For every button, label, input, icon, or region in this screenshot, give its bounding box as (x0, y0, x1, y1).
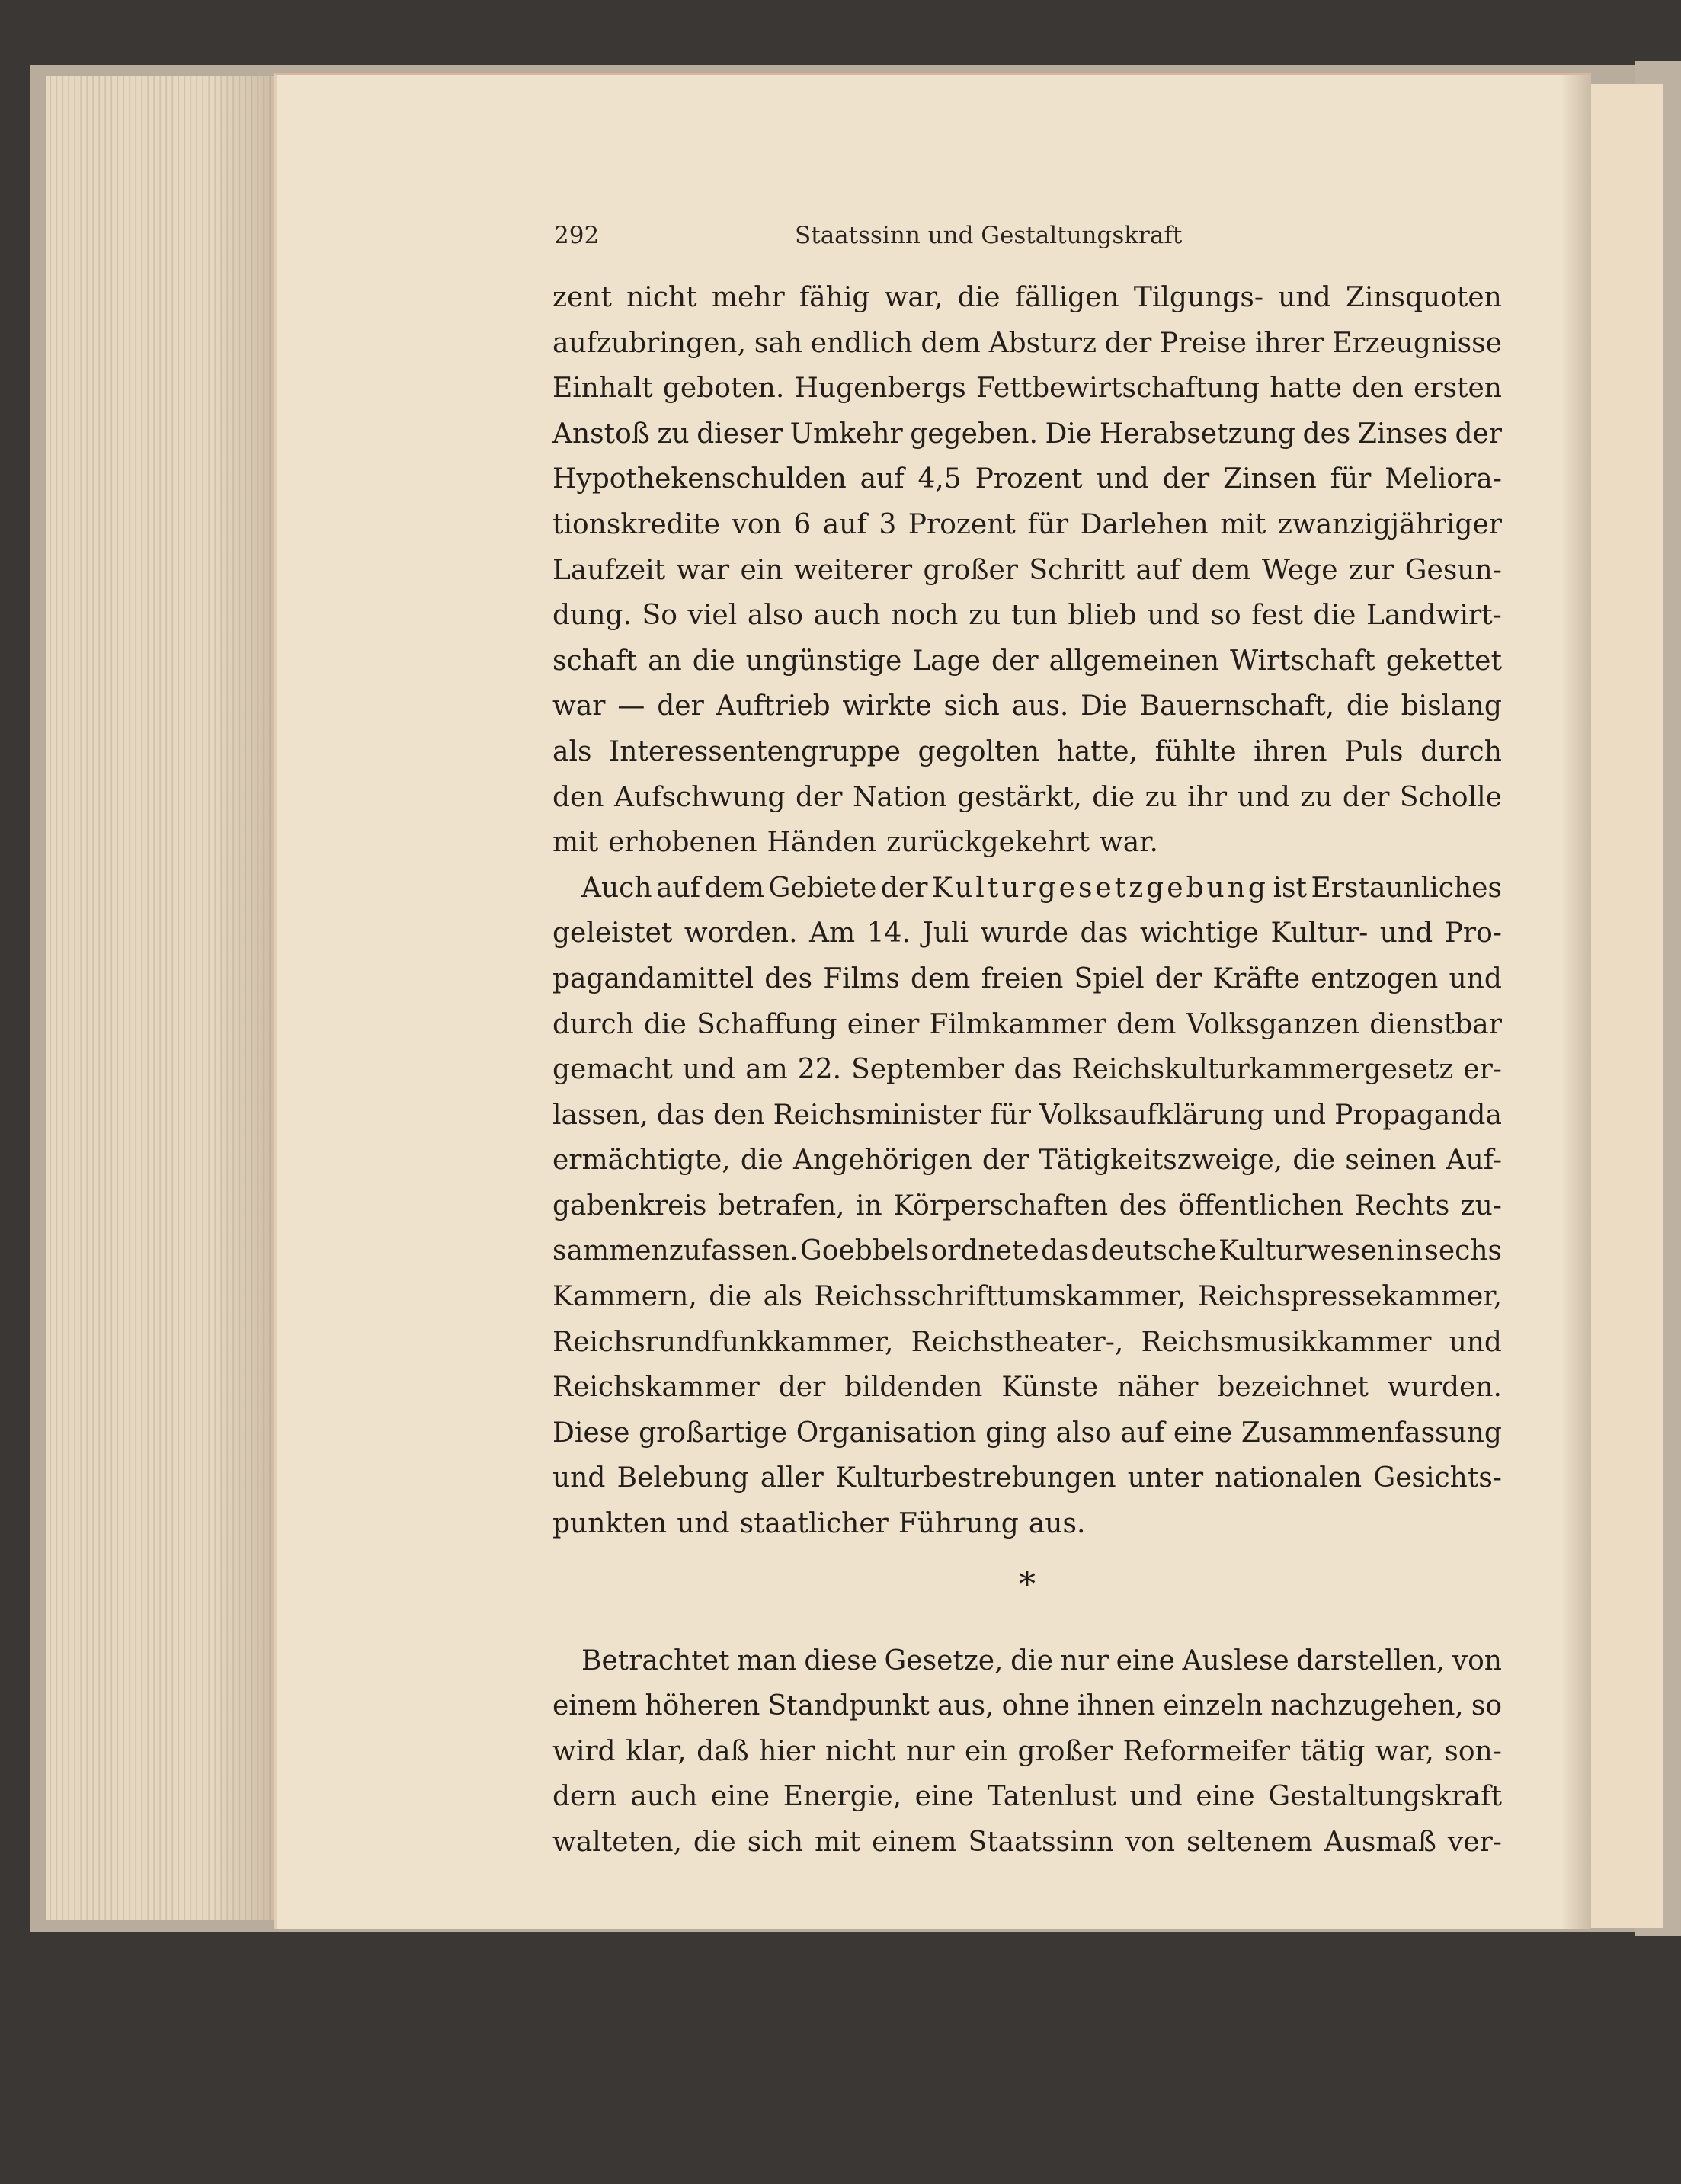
text-line: als Interessentengruppe gegolten hatte, fühlte ihren Puls durch (552, 735, 1502, 767)
text-line: einem höheren Standpunkt aus, ohne ihnen einzeln nachzugehen, so (552, 1690, 1502, 1722)
page-gutter-shadow (1561, 75, 1591, 1929)
page-edges-shadow (213, 76, 282, 1920)
text-line: durch die Schaffung einer Filmkammer dem Volksganzen dienstbar (552, 1008, 1502, 1040)
text-line: dung. So viel also auch noch zu tun blieb und so fest die Landwirt- (552, 600, 1502, 632)
text-line: geleistet worden. Am 14. Juli wurde das wichtige Kultur- und Pro- (552, 917, 1502, 949)
text-line: Reichskammer der bildenden Künste näher bezeichnet wurden. (552, 1372, 1502, 1404)
text-line: zent nicht mehr fähig war, die fälligen Tilgungs- und Zinsquoten (552, 282, 1502, 313)
text-line: mit erhobenen Händen zurückgekehrt war. (552, 827, 1158, 859)
text-line: schaft an die ungünstige Lage der allgemeinen Wirtschaft gekettet (552, 645, 1502, 677)
text-line: ermächtigte, die Angehörigen der Tätigkeitszweige, die seinen Auf- (552, 1145, 1502, 1177)
text-line: punkten und staatlicher Führung aus. (552, 1508, 1086, 1540)
text-line: gemacht und am 22. September das Reichskulturkammergesetz er- (552, 1054, 1502, 1086)
text-line: den Aufschwung der Nation gestärkt, die zu ihr und zu der Scholle (552, 781, 1502, 813)
text-line: wird klar, daß hier nicht nur ein großer Reformeifer tätig war, son- (552, 1735, 1502, 1767)
text-line: pagandamittel des Films dem freien Spiel der Kräfte entzogen und (552, 962, 1502, 994)
text-line: walteten, die sich mit einem Staatssinn von seltenem Ausmaß ver- (552, 1827, 1502, 1858)
text-line: lassen, das den Reichsminister für Volksaufklärung und Propaganda (552, 1099, 1502, 1131)
text-line: war — der Auftrieb wirkte sich aus. Die Bauernschaft, die bislang (552, 690, 1502, 722)
text-line: dern auch eine Energie, eine Tatenlust und eine Gestaltungskraft (552, 1781, 1502, 1813)
text-line: Auch auf dem Gebiete der Kulturgesetzgebung ist Erstaunliches (581, 872, 1502, 904)
text-line: Diese großartige Organisation ging also auf eine Zusammenfassung (552, 1417, 1502, 1449)
section-divider (552, 1547, 1502, 1638)
text-line: Betrachtet man diese Gesetze, die nur eine Auslese darstellen, von (581, 1644, 1502, 1676)
text-line: gabenkreis betrafen, in Körperschaften des öffentlichen Rechts zu- (552, 1190, 1502, 1222)
text-line: tionskredite von 6 auf 3 Prozent für Darlehen mit zwanzigjähriger (552, 508, 1502, 540)
page-body-text (552, 275, 1502, 1865)
text-line: aufzubringen, sah endlich dem Absturz der Preise ihrer Erzeugnisse (552, 327, 1502, 359)
text-line: Anstoß zu dieser Umkehr gegeben. Die Herabsetzung des Zinses der (552, 418, 1502, 450)
text-line: und Belebung aller Kulturbestrebungen unter nationalen Gesichts- (552, 1462, 1502, 1494)
text-line: sammenzufassen. Goebbels ordnete das deutsche Kulturwesen in sechs (552, 1235, 1502, 1267)
book-page (274, 73, 1591, 1929)
text-line: Reichsrundfunkkammer, Reichstheater-, Reichsmusikkammer und (552, 1326, 1502, 1358)
next-page-edge (1589, 84, 1663, 1928)
page-number: 292 (554, 222, 600, 249)
asterisk-divider: * (1019, 1564, 1036, 1604)
text-line: Einhalt geboten. Hugenbergs Fettbewirtschaftung hatte den ersten (552, 373, 1502, 405)
text-line: Hypothekenschulden auf 4,5 Prozent und der Zinsen für Meliora- (552, 463, 1502, 495)
text-line: Laufzeit war ein weiterer großer Schritt auf dem Wege zur Gesun- (552, 554, 1502, 586)
text-line: Kammern, die als Reichsschrifttumskammer, Reichspressekammer, (552, 1281, 1502, 1313)
running-head: Staatssinn und Gestaltungskraft (795, 222, 1183, 249)
